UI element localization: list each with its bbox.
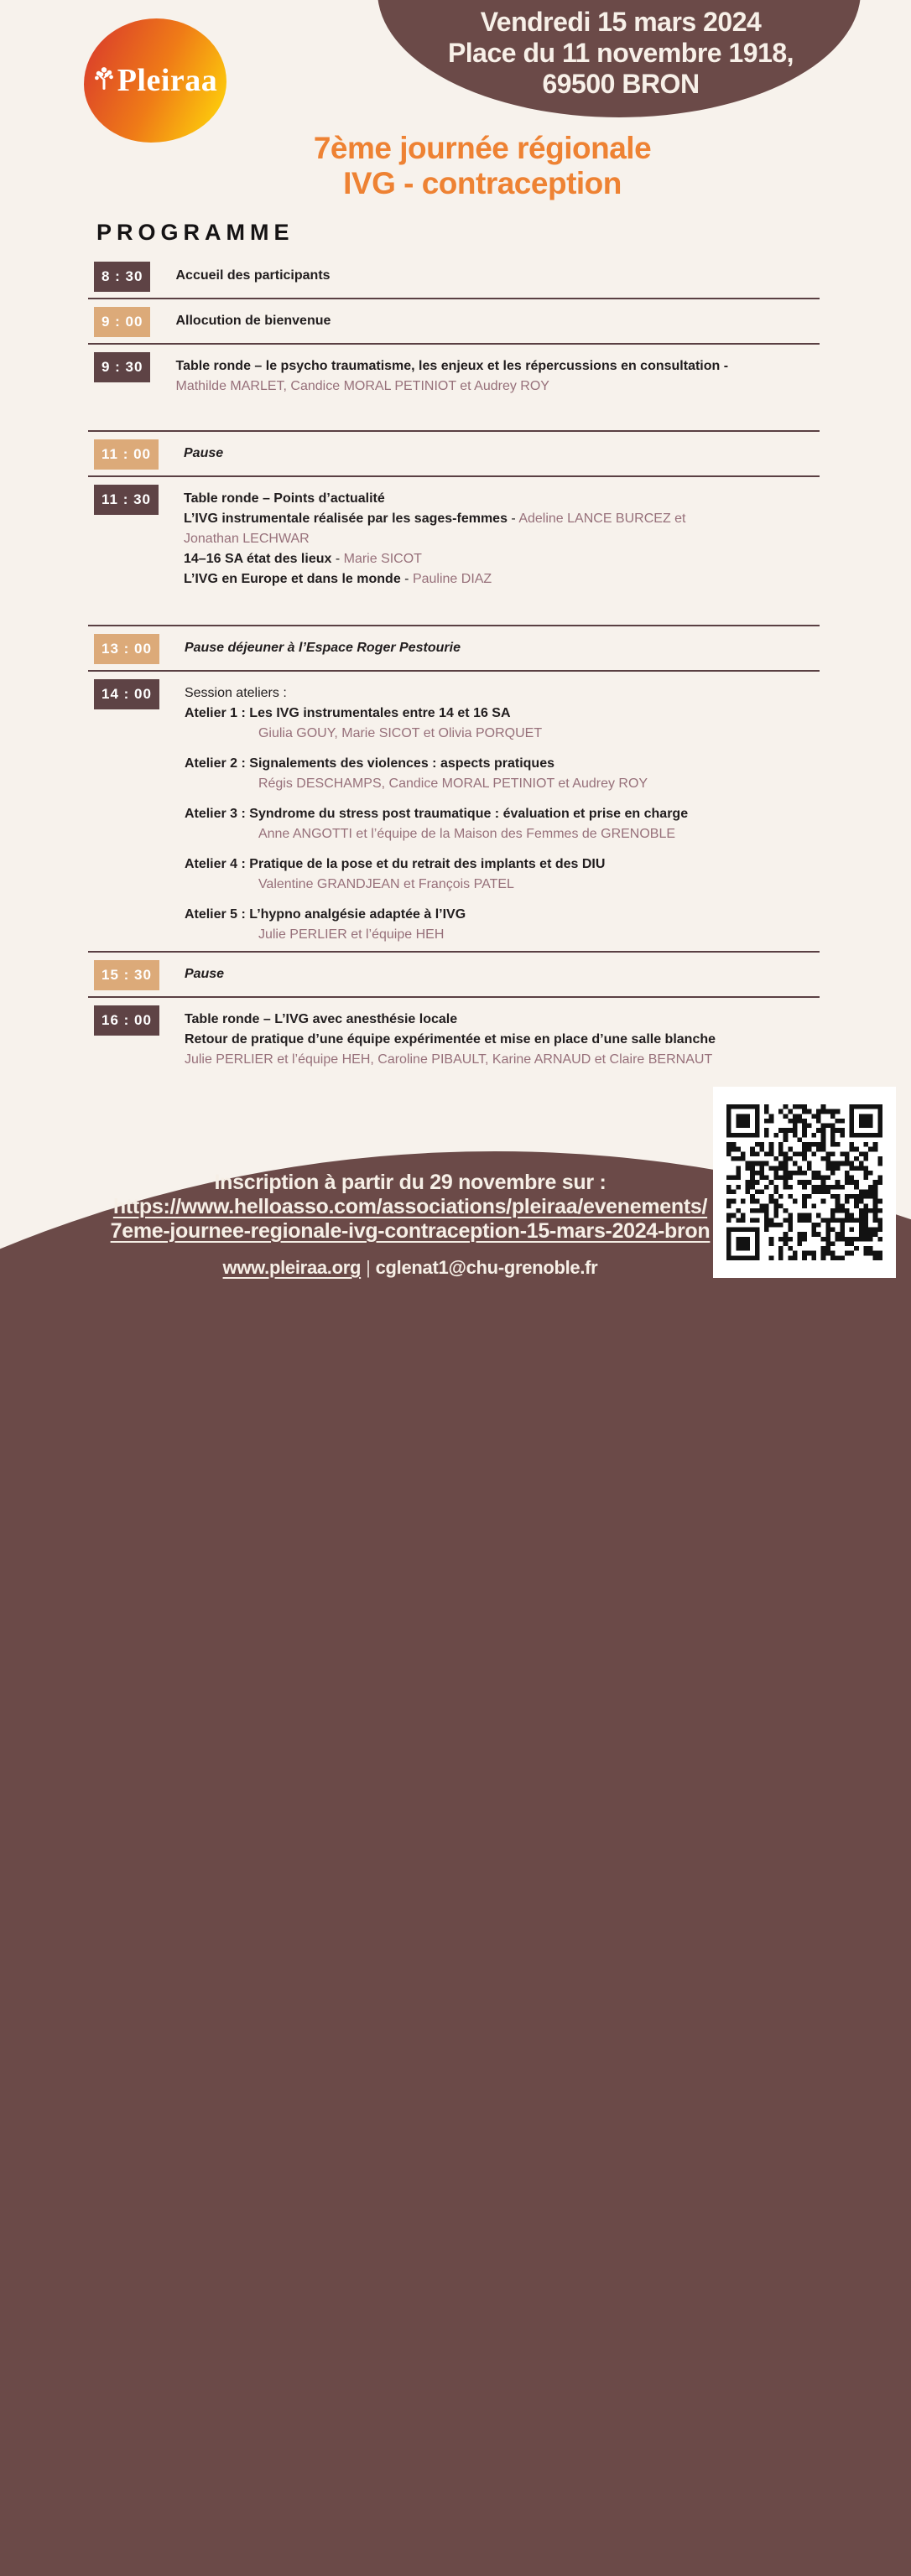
time-badge: 9 : 00 — [94, 307, 150, 337]
speaker-names: Mathilde MARLET, Candice MORAL PETINIOT et Audrey ROY — [175, 379, 549, 393]
speaker-names: Julie PERLIER et l’équipe HEH — [258, 927, 445, 942]
row-content — [175, 352, 728, 397]
schedule-line — [185, 925, 688, 945]
date-banner — [382, 7, 860, 100]
session-text: Atelier 1 : Les IVG instrumentales entre 14 et 16 SA — [184, 706, 511, 720]
session-text: Retour de pratique d’une équipe expérimentée et mise en place d’une salle blanche — [184, 1032, 716, 1046]
speaker-names: Marie SICOT — [343, 552, 422, 566]
schedule-line — [175, 356, 728, 377]
schedule-row — [88, 953, 820, 996]
row-content — [185, 960, 224, 984]
row-content — [184, 439, 223, 464]
schedule-line — [184, 444, 223, 464]
time-badge: 13 : 00 — [94, 634, 159, 664]
schedule-line — [184, 549, 686, 569]
schedule-line — [185, 824, 688, 844]
time-badge: 11 : 00 — [94, 439, 159, 470]
schedule-line — [185, 804, 688, 824]
speaker-names: Pauline DIAZ — [412, 572, 492, 586]
schedule — [88, 254, 820, 1076]
banner-date-line: Vendredi 15 mars 2024 — [480, 7, 762, 37]
time-badge: 14 : 00 — [94, 679, 159, 709]
website-link[interactable]: www.pleiraa.org — [222, 1257, 362, 1278]
row-content — [175, 307, 331, 331]
schedule-line — [184, 509, 686, 529]
schedule-line — [185, 1050, 716, 1070]
speaker-names: Anne ANGOTTI et l’équipe de la Maison des Femmes de GRENOBLE — [258, 827, 676, 841]
session-text: - — [400, 572, 413, 586]
time-badge: 9 : 30 — [94, 352, 150, 382]
email-link[interactable]: cglenat1@chu-grenoble.fr — [375, 1257, 598, 1278]
qr-panel — [713, 1087, 896, 1278]
banner-address-line: Place du 11 novembre 1918, — [447, 38, 794, 68]
session-text: Atelier 2 : Signalements des violences : aspects pratiques — [184, 756, 554, 771]
schedule-row — [88, 672, 820, 951]
schedule-line — [185, 774, 688, 794]
inscription-text: Inscription à partir du 29 novembre sur : — [214, 1171, 606, 1194]
speaker-names: Valentine GRANDJEAN et François PATEL — [258, 877, 514, 891]
tree-icon — [93, 66, 115, 91]
session-text: Pause déjeuner à l’Espace Roger Pestourie — [184, 641, 461, 655]
schedule-line — [184, 489, 686, 509]
row-content — [185, 1005, 716, 1070]
schedule-line — [185, 1010, 716, 1030]
schedule-line — [185, 683, 688, 704]
session-text: L’IVG instrumentale réalisée par les sages-femmes — [184, 512, 508, 526]
row-content — [185, 679, 688, 945]
registration-url-line1[interactable]: https://www.helloasso.com/associations/pleiraa/evenements/ — [112, 1195, 708, 1218]
schedule-line — [175, 266, 330, 286]
schedule-row — [88, 345, 820, 430]
event-title — [67, 131, 898, 201]
schedule-line — [185, 875, 688, 895]
session-text: L’IVG en Europe et dans le monde — [184, 572, 401, 586]
event-title-line1: 7ème journée régionale — [313, 131, 652, 165]
session-text: Allocution de bienvenue — [175, 314, 331, 328]
speaker-names: Jonathan LECHWAR — [184, 532, 310, 546]
speaker-names: Giulia GOUY, Marie SICOT et Olivia PORQUET — [258, 726, 543, 740]
footer-contact-line — [0, 1257, 820, 1279]
logo-text: Pleiraa — [117, 63, 218, 98]
schedule-line — [184, 529, 686, 549]
schedule-line — [185, 905, 688, 925]
schedule-line — [185, 638, 461, 658]
session-text: Table ronde – Points d’actualité — [184, 491, 385, 506]
time-badge: 11 : 30 — [94, 485, 159, 515]
session-text: Atelier 3 : Syndrome du stress post traumatique : évaluation et prise en charge — [184, 807, 689, 821]
schedule-line — [175, 377, 728, 397]
banner-city-line: 69500 BRON — [542, 69, 700, 99]
session-text: Accueil des participants — [175, 268, 331, 283]
schedule-line — [184, 569, 686, 589]
schedule-row — [88, 626, 820, 670]
speaker-names: Julie PERLIER et l’équipe HEH, Caroline PIBAULT, Karine ARNAUD et Claire BERNAUT — [184, 1052, 713, 1067]
schedule-line — [185, 964, 224, 984]
schedule-row — [88, 477, 820, 625]
session-text: Atelier 4 : Pratique de la pose et du retrait des implants et des DIU — [184, 857, 606, 871]
schedule-row — [88, 299, 820, 343]
schedule-line — [185, 1030, 716, 1050]
session-text: Pause — [184, 446, 224, 460]
schedule-line — [185, 704, 688, 724]
schedule-row — [88, 254, 820, 298]
schedule-line — [175, 311, 331, 331]
session-text: - — [507, 512, 519, 526]
event-title-line2: IVG - contraception — [343, 166, 622, 200]
session-text: Table ronde – le psycho traumatisme, les enjeux et les répercussions en consultation - — [175, 359, 729, 373]
separator: | — [366, 1257, 371, 1278]
footer — [0, 1171, 820, 1279]
time-badge: 16 : 00 — [94, 1005, 159, 1036]
session-text: 14–16 SA état des lieux — [184, 552, 332, 566]
schedule-row — [88, 998, 820, 1076]
speaker-names: Adeline LANCE BURCEZ et — [518, 512, 686, 526]
schedule-line — [185, 854, 688, 875]
time-badge: 8 : 30 — [94, 262, 150, 292]
schedule-line — [185, 754, 688, 774]
row-content — [175, 262, 330, 286]
row-content — [184, 485, 686, 589]
schedule-line — [185, 724, 688, 744]
schedule-row — [88, 432, 820, 475]
program-heading: PROGRAMME — [96, 220, 294, 245]
pleiraa-logo — [84, 18, 226, 143]
footer-curve — [0, 1151, 911, 2576]
session-text: Pause — [184, 967, 225, 981]
registration-url-line2[interactable]: 7eme-journee-regionale-ivg-contraception-15-mars-2024-bron — [110, 1219, 711, 1243]
session-text: - — [331, 552, 344, 566]
row-content — [185, 634, 461, 658]
session-text: Table ronde – L’IVG avec anesthésie locale — [184, 1012, 458, 1026]
speaker-names: Régis DESCHAMPS, Candice MORAL PETINIOT et Audrey ROY — [258, 776, 648, 791]
qr-code — [726, 1104, 882, 1260]
time-badge: 15 : 30 — [94, 960, 159, 990]
session-text: Session ateliers : — [184, 686, 287, 700]
session-text: Atelier 5 : L’hypno analgésie adaptée à l’IVG — [184, 907, 466, 922]
